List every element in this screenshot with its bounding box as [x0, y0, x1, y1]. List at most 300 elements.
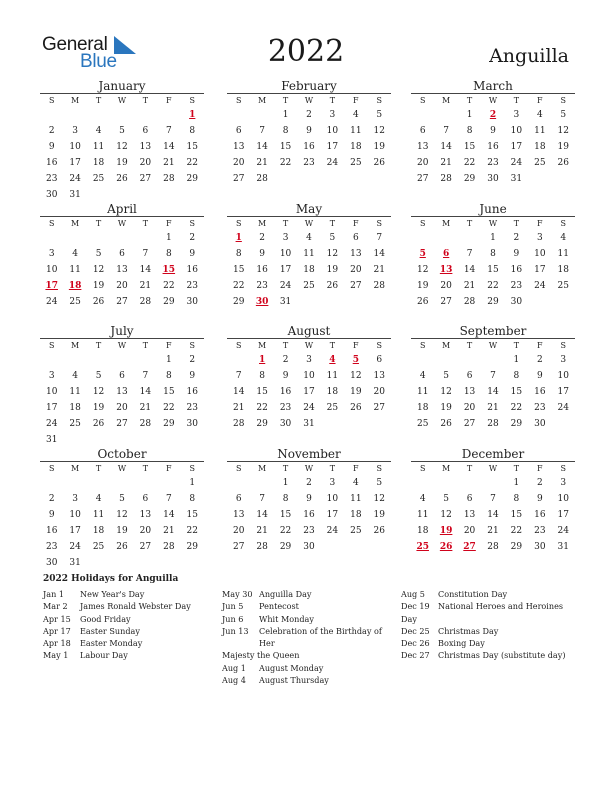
day-cell: 1: [490, 233, 496, 243]
day-cell: 26: [92, 419, 105, 429]
day-cell: 15: [463, 142, 476, 152]
day-cell: 30: [534, 419, 546, 429]
week-row: [40, 416, 204, 432]
week-row: [40, 475, 204, 491]
day-cell: 24: [279, 281, 292, 291]
holiday-name: Easter Monday: [80, 638, 143, 649]
empty-day-cell: [250, 475, 273, 491]
day-cell: 12: [326, 249, 339, 259]
day-cell: 8: [165, 249, 172, 259]
holiday-day-cell: 27: [463, 542, 476, 552]
day-cell: 29: [279, 542, 292, 552]
day-cell: 20: [232, 526, 245, 536]
day-cell: 7: [466, 249, 473, 259]
empty-day-cell: [87, 432, 110, 448]
day-cell: 14: [373, 249, 385, 259]
weekday-label: T: [282, 96, 289, 105]
holiday-day-cell: 1: [235, 233, 242, 243]
empty-day-cell: [434, 352, 457, 368]
day-cell: 29: [186, 174, 198, 184]
day-cell: 28: [487, 542, 499, 552]
day-cell: 21: [463, 281, 476, 291]
day-cell: 2: [189, 233, 196, 243]
weekday-label: S: [376, 341, 382, 350]
day-cell: 18: [69, 403, 81, 413]
empty-day-cell: [40, 475, 63, 491]
holiday-item: [401, 613, 576, 625]
day-cell: 7: [142, 371, 149, 381]
weekday-label: T: [329, 341, 336, 350]
day-cell: 7: [235, 371, 242, 381]
day-cell: 19: [326, 265, 339, 275]
day-cell: 17: [557, 510, 569, 520]
empty-day-cell: [458, 475, 481, 491]
day-cell: 11: [303, 249, 315, 259]
weekday-label: T: [142, 219, 149, 228]
day-cell: 23: [487, 158, 499, 168]
day-cell: 6: [142, 126, 149, 136]
weekday-label: F: [353, 341, 359, 350]
weekday-label: T: [466, 464, 473, 473]
holidays-title: 2022 Holidays for Anguilla: [43, 574, 179, 584]
day-cell: 28: [373, 281, 385, 291]
day-cell: 1: [466, 110, 473, 120]
empty-day-cell: [368, 171, 391, 187]
day-cell: 17: [69, 158, 81, 168]
empty-day-cell: [63, 475, 86, 491]
week-row: [227, 416, 391, 432]
day-cell: 13: [373, 371, 385, 381]
weekday-label: T: [329, 464, 336, 473]
day-cell: 18: [416, 526, 429, 536]
month-name: September: [459, 324, 527, 338]
day-cell: 14: [463, 265, 476, 275]
day-cell: 9: [48, 142, 55, 152]
empty-day-cell: [552, 294, 575, 310]
day-cell: 5: [329, 233, 336, 243]
weekday-header: [40, 94, 204, 107]
week-row: [227, 262, 391, 278]
day-cell: 30: [45, 190, 58, 200]
weekday-label: W: [117, 219, 127, 228]
holiday-date: Apr 17: [43, 625, 71, 636]
day-cell: 27: [139, 174, 152, 184]
weekday-label: T: [513, 341, 520, 350]
empty-day-cell: [181, 187, 204, 203]
holiday-date: Dec 27: [401, 650, 430, 661]
month-march: [411, 79, 575, 187]
week-row: [411, 294, 575, 310]
day-cell: 6: [235, 126, 242, 136]
week-row: [411, 139, 575, 155]
holiday-item: [222, 674, 397, 686]
day-cell: 31: [69, 558, 81, 568]
holiday-name: New Year's Day: [80, 589, 145, 599]
day-cell: 31: [69, 190, 81, 200]
day-cell: 18: [92, 158, 105, 168]
holiday-item: [401, 625, 576, 637]
day-cell: 13: [232, 510, 245, 520]
day-cell: 5: [443, 494, 449, 504]
day-cell: 14: [256, 142, 268, 152]
month-name: February: [281, 79, 337, 93]
day-cell: 26: [116, 174, 128, 184]
empty-day-cell: [157, 187, 180, 203]
day-cell: 30: [186, 297, 198, 307]
holiday-item: [43, 625, 218, 637]
day-cell: 5: [376, 478, 383, 488]
day-cell: 14: [440, 142, 452, 152]
day-cell: 6: [142, 494, 149, 504]
holiday-day-cell: 25: [416, 542, 429, 552]
day-cell: 8: [235, 249, 242, 259]
day-cell: 7: [259, 126, 265, 136]
day-cell: 23: [303, 526, 315, 536]
day-cell: 5: [443, 371, 449, 381]
day-cell: 24: [557, 403, 569, 413]
day-cell: 10: [534, 249, 546, 259]
day-cell: 19: [116, 526, 128, 536]
day-cell: 26: [326, 281, 339, 291]
week-row: [411, 523, 575, 539]
day-cell: 8: [189, 126, 196, 136]
week-row: [411, 400, 575, 416]
day-cell: 24: [69, 542, 81, 552]
empty-day-cell: [274, 171, 297, 187]
day-cell: 2: [48, 126, 55, 136]
holiday-date: Aug 5: [401, 589, 425, 599]
day-cell: 20: [139, 526, 152, 536]
day-cell: 5: [119, 494, 125, 504]
holiday-item: [222, 613, 397, 625]
empty-day-cell: [40, 230, 63, 246]
week-row: [227, 230, 391, 246]
empty-day-cell: [157, 107, 180, 123]
day-cell: 19: [416, 281, 429, 291]
day-cell: 22: [232, 281, 245, 291]
holiday-item: [401, 600, 576, 612]
holiday-date: May 30: [222, 589, 253, 599]
day-cell: 28: [256, 174, 268, 184]
day-cell: 30: [510, 297, 523, 307]
day-cell: 8: [259, 371, 265, 381]
day-cell: 21: [139, 403, 152, 413]
day-cell: 16: [303, 142, 315, 152]
holiday-date: Apr 18: [43, 638, 71, 649]
holiday-date: May 1: [43, 650, 69, 661]
empty-day-cell: [458, 352, 481, 368]
day-cell: 7: [259, 494, 265, 504]
weekday-label: S: [235, 464, 242, 473]
holiday-name: August Monday: [259, 662, 324, 673]
empty-day-cell: [110, 230, 133, 246]
holiday-date: Dec 26: [401, 638, 430, 649]
day-cell: 1: [189, 478, 196, 488]
day-cell: 18: [350, 142, 362, 152]
holiday-date: Jun 13: [222, 625, 249, 636]
day-cell: 4: [560, 233, 567, 243]
month-may: [227, 202, 391, 310]
day-cell: 15: [232, 265, 245, 275]
day-cell: 27: [350, 281, 362, 291]
week-row: [40, 187, 204, 203]
weekday-label: F: [166, 219, 172, 228]
day-cell: 1: [165, 355, 172, 365]
weekday-header: [411, 217, 575, 230]
day-cell: 30: [186, 419, 198, 429]
empty-day-cell: [297, 294, 320, 310]
day-cell: 10: [279, 249, 292, 259]
day-cell: 27: [116, 419, 128, 429]
weekday-header: [227, 217, 391, 230]
day-cell: 24: [510, 158, 523, 168]
day-cell: 12: [440, 387, 452, 397]
empty-day-cell: [552, 171, 575, 187]
day-cell: 12: [557, 126, 569, 136]
day-cell: 24: [557, 526, 569, 536]
day-cell: 4: [352, 478, 359, 488]
day-cell: 10: [69, 142, 81, 152]
day-cell: 9: [513, 249, 520, 259]
day-cell: 9: [259, 249, 265, 259]
day-cell: 7: [443, 126, 449, 136]
day-cell: 1: [165, 233, 172, 243]
day-cell: 29: [163, 419, 175, 429]
empty-day-cell: [227, 475, 250, 491]
day-cell: 18: [350, 510, 362, 520]
day-cell: 11: [92, 510, 105, 520]
weekday-label: S: [189, 464, 195, 473]
week-row: [40, 507, 204, 523]
day-cell: 23: [186, 403, 198, 413]
holiday-name: Labour Day: [80, 650, 128, 661]
day-cell: 21: [487, 526, 499, 536]
day-cell: 7: [142, 249, 149, 259]
day-cell: 17: [326, 510, 339, 520]
day-cell: 18: [534, 142, 546, 152]
day-cell: 14: [139, 265, 152, 275]
empty-day-cell: [458, 230, 481, 246]
day-cell: 23: [45, 174, 58, 184]
weekday-label: M: [71, 464, 80, 473]
day-cell: 4: [352, 110, 359, 120]
weekday-label: M: [258, 464, 267, 473]
week-row: [227, 246, 391, 262]
day-cell: 5: [95, 371, 102, 381]
month-name: May: [295, 202, 323, 216]
day-cell: 11: [326, 371, 339, 381]
week-row: [411, 262, 575, 278]
holiday-item: [401, 637, 576, 649]
day-cell: 21: [440, 158, 452, 168]
day-cell: 24: [326, 526, 339, 536]
day-cell: 12: [440, 510, 452, 520]
weekday-label: M: [442, 219, 451, 228]
day-cell: 15: [186, 142, 198, 152]
holiday-date: Mar 2: [43, 601, 68, 612]
day-cell: 6: [235, 494, 242, 504]
day-cell: 19: [373, 142, 385, 152]
day-cell: 7: [165, 494, 172, 504]
holiday-day-cell: 1: [259, 355, 266, 365]
day-cell: 27: [416, 174, 429, 184]
weekday-label: T: [95, 219, 102, 228]
day-cell: 8: [466, 126, 473, 136]
day-cell: 30: [279, 419, 292, 429]
weekday-label: W: [117, 464, 127, 473]
day-cell: 29: [163, 297, 175, 307]
empty-day-cell: [434, 107, 457, 123]
empty-day-cell: [227, 107, 250, 123]
month-name: January: [98, 79, 146, 93]
weekday-label: T: [142, 341, 149, 350]
day-cell: 16: [303, 510, 315, 520]
day-cell: 10: [45, 387, 58, 397]
empty-day-cell: [40, 107, 63, 123]
day-cell: 19: [373, 510, 385, 520]
holiday-item: [43, 600, 218, 612]
month-july: [40, 324, 204, 448]
day-cell: 9: [306, 494, 312, 504]
day-cell: 25: [326, 403, 339, 413]
holiday-day-cell: 2: [489, 110, 497, 120]
day-cell: 28: [232, 419, 245, 429]
holiday-name: Easter Sunday: [80, 625, 140, 636]
day-cell: 4: [72, 249, 78, 259]
holiday-item: [401, 588, 576, 600]
day-cell: 4: [95, 126, 102, 136]
day-cell: 5: [560, 110, 567, 120]
day-cell: 27: [440, 297, 452, 307]
holiday-day-cell: 6: [443, 249, 450, 259]
day-cell: 10: [45, 265, 58, 275]
day-cell: 4: [72, 371, 78, 381]
day-cell: 2: [282, 355, 289, 365]
weekday-label: S: [419, 219, 426, 228]
week-row: [227, 539, 391, 555]
empty-day-cell: [321, 294, 344, 310]
day-cell: 19: [440, 403, 452, 413]
holiday-name: August Thursday: [259, 675, 329, 686]
month-name: June: [479, 202, 507, 216]
month-june: [411, 202, 575, 310]
weekday-label: S: [560, 341, 566, 350]
day-cell: 28: [163, 542, 175, 552]
day-cell: 26: [373, 526, 385, 536]
day-cell: 8: [282, 126, 289, 136]
weekday-label: F: [353, 464, 359, 473]
day-cell: 2: [513, 233, 520, 243]
empty-day-cell: [110, 432, 133, 448]
day-cell: 1: [282, 110, 289, 120]
empty-day-cell: [411, 352, 434, 368]
day-cell: 27: [139, 542, 152, 552]
week-row: [40, 278, 204, 294]
month-name: August: [287, 324, 331, 338]
day-cell: 7: [165, 126, 172, 136]
day-cell: 12: [116, 142, 128, 152]
weekday-label: T: [95, 96, 102, 105]
weekday-label: S: [560, 219, 566, 228]
week-row: [411, 491, 575, 507]
weekday-label: S: [48, 219, 55, 228]
empty-day-cell: [181, 555, 204, 571]
day-cell: 7: [490, 494, 496, 504]
empty-day-cell: [411, 230, 434, 246]
weekday-label: T: [282, 219, 289, 228]
day-cell: 11: [69, 265, 81, 275]
holiday-date: Jun 6: [222, 613, 244, 624]
day-cell: 30: [534, 542, 546, 552]
day-cell: 2: [306, 110, 312, 120]
empty-day-cell: [134, 230, 157, 246]
day-cell: 19: [116, 158, 128, 168]
day-cell: 9: [536, 371, 543, 381]
empty-day-cell: [297, 171, 320, 187]
week-row: [227, 352, 391, 368]
month-name: April: [107, 202, 137, 216]
empty-day-cell: [434, 475, 457, 491]
month-april: [40, 202, 204, 310]
day-cell: 20: [350, 265, 362, 275]
weekday-label: S: [189, 219, 195, 228]
day-cell: 28: [463, 297, 476, 307]
holiday-name: Anguilla Day: [259, 589, 312, 599]
week-row: [40, 123, 204, 139]
weekday-label: W: [488, 219, 498, 228]
day-cell: 3: [513, 110, 520, 120]
day-cell: 6: [466, 371, 473, 381]
holiday-day-cell: 17: [45, 281, 58, 291]
weekday-label: M: [258, 341, 267, 350]
day-cell: 11: [92, 142, 105, 152]
day-cell: 18: [557, 265, 569, 275]
day-cell: 25: [92, 542, 105, 552]
empty-day-cell: [411, 475, 434, 491]
empty-day-cell: [110, 475, 133, 491]
day-cell: 10: [303, 371, 315, 381]
day-cell: 17: [45, 403, 58, 413]
month-february: [227, 79, 391, 187]
day-cell: 4: [419, 494, 426, 504]
day-cell: 22: [163, 281, 175, 291]
holiday-item: [222, 588, 397, 600]
day-cell: 2: [306, 478, 312, 488]
day-cell: 19: [350, 387, 362, 397]
empty-day-cell: [368, 539, 391, 555]
day-cell: 22: [279, 526, 292, 536]
holiday-day-cell: 5: [419, 249, 426, 259]
day-cell: 22: [186, 526, 198, 536]
holiday-day-cell: 1: [189, 110, 196, 120]
day-cell: 24: [45, 419, 58, 429]
holiday-name: Boxing Day: [438, 638, 485, 649]
day-cell: 20: [463, 403, 476, 413]
week-row: [40, 432, 204, 448]
day-cell: 23: [186, 281, 198, 291]
day-cell: 3: [72, 126, 78, 136]
weekday-header: [40, 339, 204, 352]
day-cell: 27: [116, 297, 128, 307]
day-cell: 15: [487, 265, 499, 275]
weekday-label: T: [513, 96, 520, 105]
day-cell: 9: [189, 371, 196, 381]
day-cell: 16: [45, 158, 58, 168]
weekday-label: F: [537, 464, 543, 473]
day-cell: 9: [189, 249, 196, 259]
day-cell: 14: [487, 387, 499, 397]
day-cell: 15: [510, 510, 523, 520]
